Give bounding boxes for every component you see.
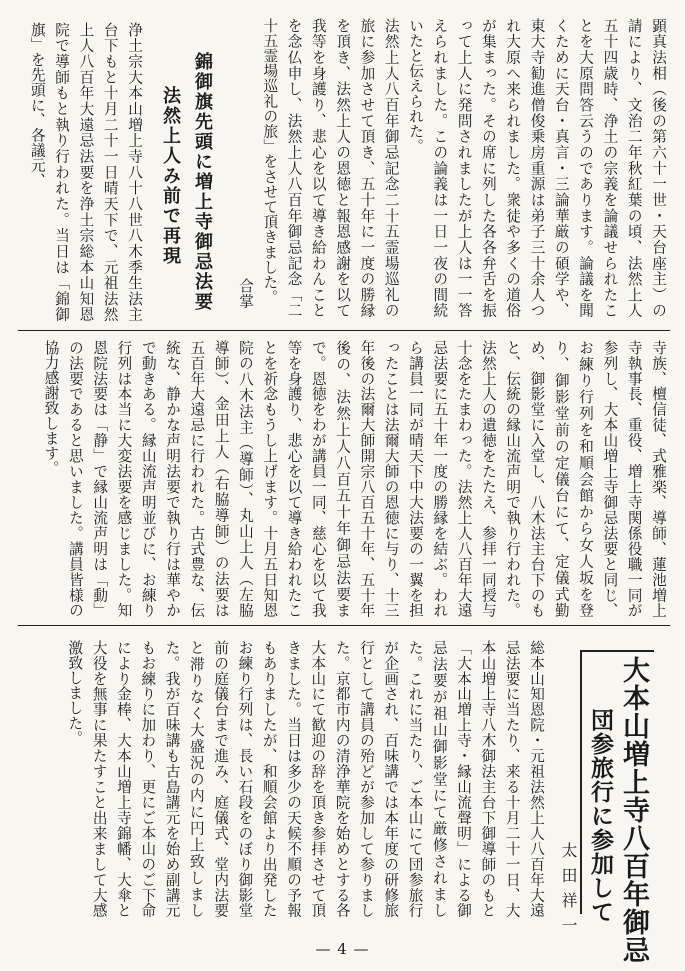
top-right-article (234, 18, 670, 318)
article-title-line-1: 大本山増上寺八百年御忌 (618, 656, 649, 964)
article-heading-1: 錦御旗先頭に増上寺御忌法要 (192, 52, 213, 312)
closing-sign: 合掌 (237, 278, 254, 310)
article-heading-2: 法然上人み前で再現 (160, 86, 181, 266)
divider-top (18, 330, 670, 331)
top-left-article (14, 22, 146, 322)
top-right-paragraph-1: 顕真法相（後の第六十一世・天台座主）の請により、文治二年秋紅葉の頃、法然上人五十四歳時、浄土の宗義を論議せられたことを大原問答云うのであります。論議を聞くために天台・真言・三論華厳の碩学や、東大寺勧進僧俊乗房重源は弟子三十余人つれ大原へ来られました。衆徒や多くの道俗が集まった。その席に列した各各弁舌を振って上人に発問されましたが上人は一一答えられました。この論義は一日一夜の間続いたと伝えられた。 (407, 18, 667, 318)
middle-paragraph: 寺族、檀信徒、式雅楽、導師、蓮池増上寺執事長、重役、増上寺関係役職一同が参列し、大本山増上寺御忌法要と同じ、お練り行列を和順会館から女人坂を登り、御影堂前の定儀台にて、定儀式勤め、御影堂に入堂し、八木法主台下のもと、伝統の縁山流声明で執り行われた。法然上人の遺徳をたたえ、参拝一同授与十念をたまわった。法然上人八百年大遠忌法要に五十年一度の勝縁を結ぶ。われら講員一同が晴天下中大法要の一翼を担ったことは法爾大師の恩徳に与り、十三年後の法爾大師開宗八百五十年、五十年後の、法然上人八百五十年御忌法要まで。恩徳をわが講員一同、慈心を以て我等を身護り、悲心を以て導き給われたことを祈念もうし上げます。十月五日知恩院の八木法主（導師）、丸山上人（左脇導師）、金田上人（右脇導師）の法要は五百年大遠忌に行われた。古式豊な、伝統な、静かな声明法要で執り行は華やかで動きある。縁山流声明並びに、お練り行列は本当に大変法要を感じました。知恩院法要は「静」で縁山流声明は「動」の法要であると思いました。講員皆様の協力感謝致します。 (42, 340, 667, 618)
article-author: 太田祥一 (559, 842, 578, 942)
divider-middle (18, 625, 670, 626)
article-title-line-2: 団参旅行に参加して (587, 708, 613, 924)
top-left-paragraph: 浄土宗大本山増上寺八十八世八木季生法主台下もと十月二十一日晴天下で、元祖法然上人八百年大遠忌法要を浄土宗総本山知恩院で導師もと執り行われた。当日は「錦御旗」を先頭に、各議元、 (28, 22, 143, 322)
bottom-article (18, 640, 548, 918)
middle-article (16, 340, 670, 618)
top-right-paragraph-2: 法然上人八百年御忌記念二十五霊場巡礼の旅に参加させて頂き、五十年に一度の勝縁を頂き、法然上人の恩徳と報恩感謝を以て我等を身護り、悲心を以て導き給わんことを念仏申し、法然上人八百年御忌記念「二十五霊場巡礼の旅」をさせて頂きました。 (261, 18, 400, 318)
bottom-paragraph: 総本山知恩院・元祖法然上人八百年大遠忌法要に当たり、来る十月二十一日、大本山増上寺八木御法主台下御導師のもと「大本山増上寺・縁山流聲明」による御忌法要が祖山御影堂にて厳修されました。これに当たり、ご本山にて団参旅行が企画され、百味講では本年度の研修旅行として講員の殆どが参加して参りました。京都市内の清浄華院を始めとする各大本山にて歓迎の辞を頂き参拝させて頂きました。当日は多少の天候不順の予報もありましたが、和順会館より出発したお練り行列は、長い石段をのぼり御影堂前の庭儀台まで進み、庭儀式、堂内法要と滞りなく大盛況の内に円上致しました。我が百味講も古島講元を始め副講元もお練りに加わり、更にご本山のご下命により金棒、大本山増上寺錦幡、大傘と大役を無事に果たすこと出来まして大感激致しました。 (66, 640, 545, 918)
page-number: — 4 — (315, 940, 370, 958)
